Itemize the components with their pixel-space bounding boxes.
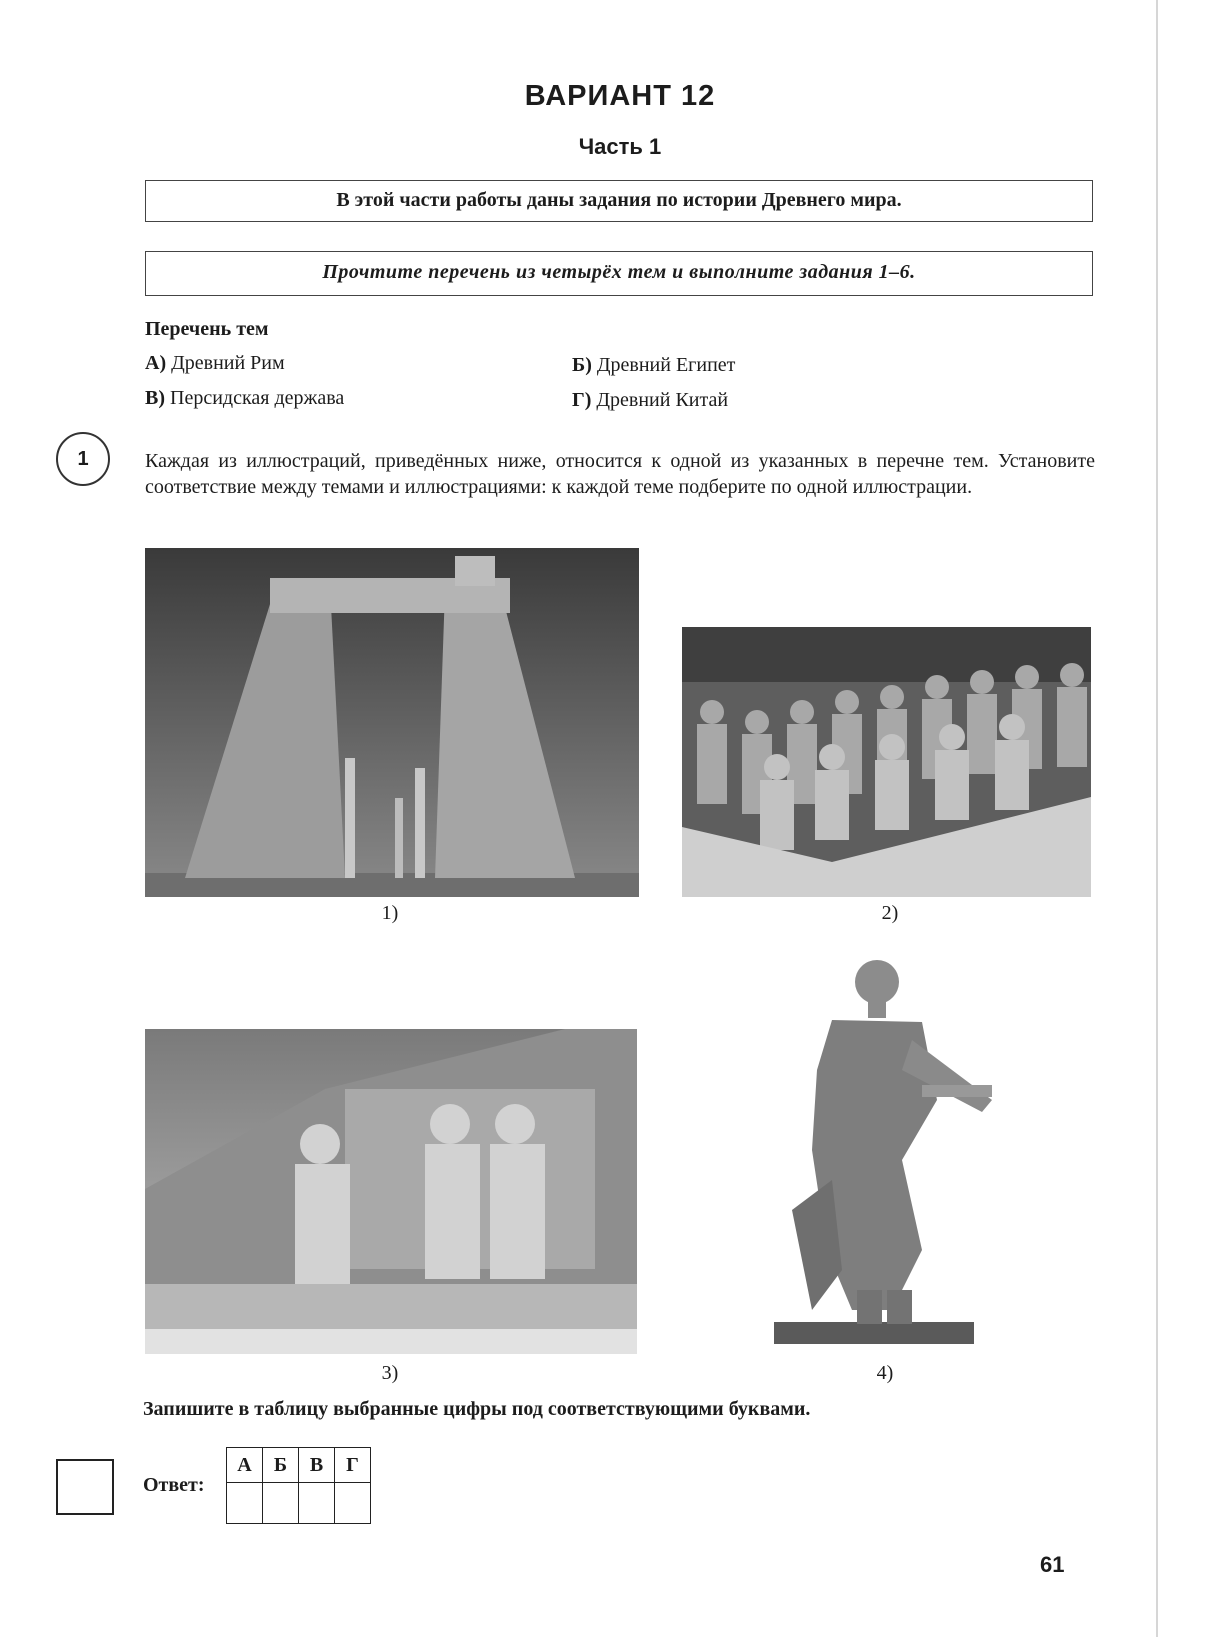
caption-4: 4) [876, 1362, 894, 1384]
answer-column-a: А [227, 1448, 263, 1483]
intro-box: В этой части работы даны задания по истории Древнего мира. [145, 180, 1093, 222]
topics-heading: Перечень тем [145, 318, 269, 340]
answer-cell-g[interactable] [335, 1483, 371, 1524]
answer-column-v: В [299, 1448, 335, 1483]
answer-label: Ответ: [143, 1474, 205, 1496]
topic-b [572, 354, 735, 377]
topic-name: Древний Рим [171, 352, 285, 374]
topic-letter: В) [145, 387, 165, 409]
answer-instruction: Запишите в таблицу выбранные цифры под соответствующими буквами. [143, 1398, 811, 1420]
answer-table [226, 1447, 371, 1524]
task-text: Каждая из иллюстраций, приведённых ниже, относится к одной из указанных в перечне тем. Установите соответствие между темами и иллюстрациями: к каждой теме подберите по одной иллюстрации. [145, 450, 1095, 498]
topic-letter: Г) [572, 389, 592, 411]
score-box [56, 1459, 114, 1515]
terracotta-army-photo [682, 627, 1091, 897]
page-number: 61 [1040, 1552, 1065, 1577]
answer-cell-v[interactable] [299, 1483, 335, 1524]
instruction-box: Прочтите перечень из четырёх тем и выполните задания 1–6. [145, 251, 1093, 296]
answer-cell-b[interactable] [263, 1483, 299, 1524]
page-edge [1156, 0, 1158, 1637]
topic-v [145, 387, 344, 410]
topic-name: Древний Египет [596, 354, 736, 376]
topic-g [572, 389, 728, 412]
topic-a [145, 352, 285, 375]
variant-title: ВАРИАНТ 12 [524, 80, 716, 112]
answer-cell-a[interactable] [227, 1483, 263, 1524]
topic-letter: Б) [572, 354, 592, 376]
caption-3: 3) [381, 1362, 399, 1384]
part-title: Часть 1 [578, 134, 662, 159]
answer-column-g: Г [335, 1448, 371, 1483]
roman-statue-photo [772, 950, 992, 1350]
answer-column-b: Б [263, 1448, 299, 1483]
abu-simbel-temple-photo [145, 1029, 637, 1354]
topic-letter: А) [145, 352, 167, 374]
caption-1: 1) [381, 902, 399, 924]
caption-2: 2) [881, 902, 899, 924]
topic-name: Персидская держава [170, 387, 345, 409]
topic-name: Древний Китай [596, 389, 729, 411]
task-number: 1 [56, 432, 110, 486]
persepolis-gate-photo [145, 548, 639, 897]
